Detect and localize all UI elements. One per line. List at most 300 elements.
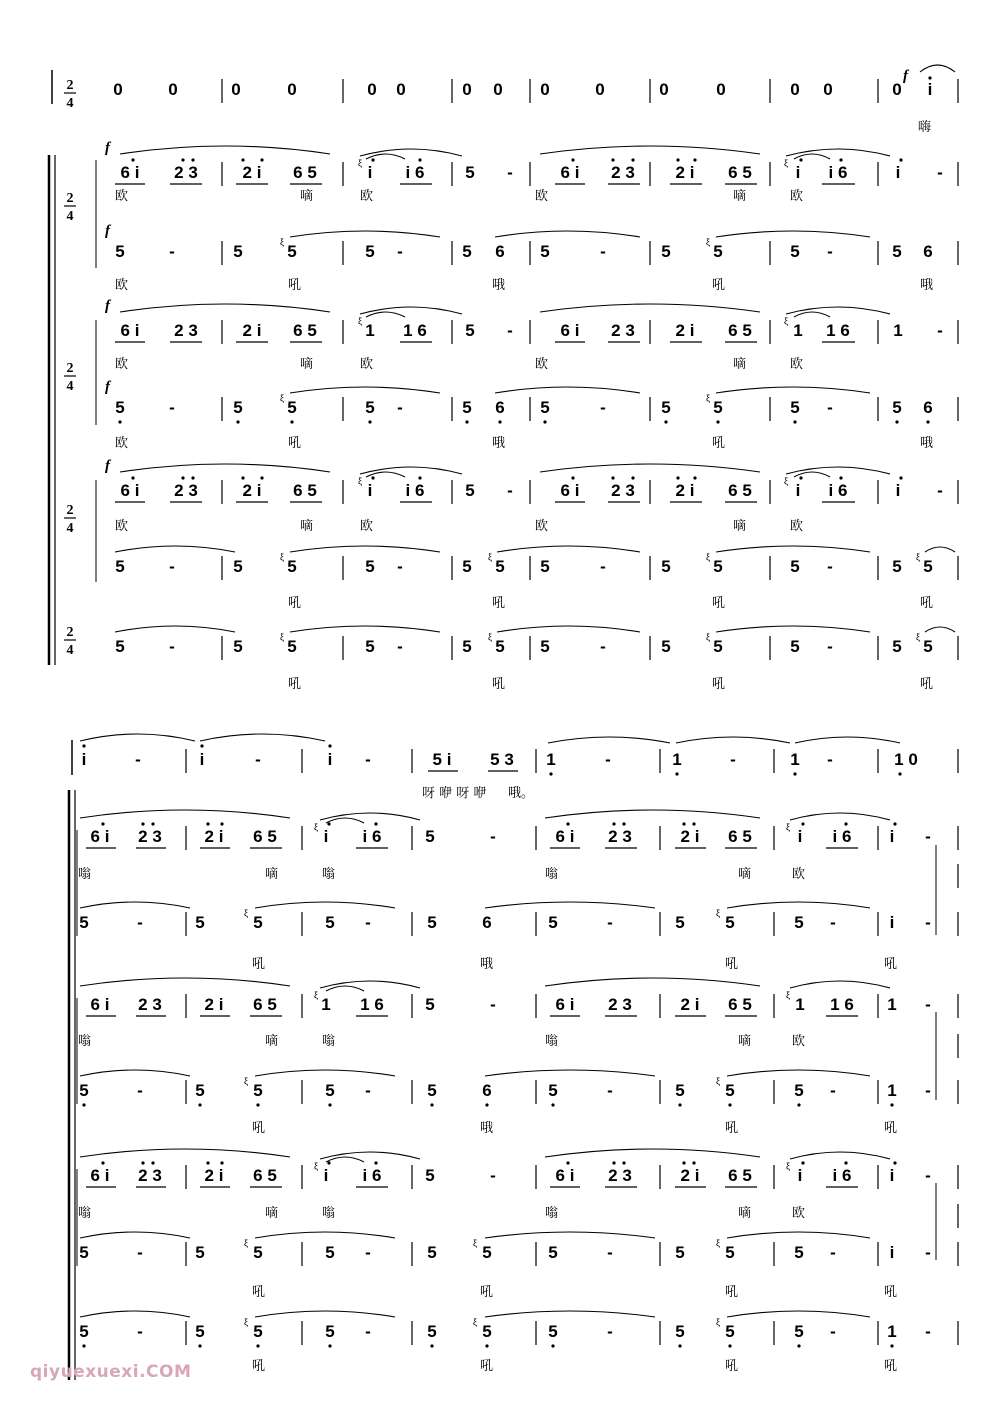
octave-dot <box>928 76 931 79</box>
note-2i: 2 i <box>680 827 700 846</box>
octave-dot <box>101 1161 104 1164</box>
note-5: 5 <box>794 1322 804 1341</box>
slur <box>727 902 870 908</box>
octave-dot <box>141 1161 144 1164</box>
note-5: 5 <box>365 557 375 576</box>
octave-dot <box>844 1161 847 1164</box>
dash: - <box>600 242 606 261</box>
slur <box>80 1070 190 1076</box>
note-5: 5 <box>465 321 475 340</box>
note-5: 5 <box>365 637 375 656</box>
rest: 0 <box>493 80 503 99</box>
lyric-di: 嘀 <box>265 1206 279 1221</box>
dash: - <box>365 750 371 769</box>
time-sig-top: 2 <box>66 78 74 93</box>
note-n6i: 6 i <box>560 163 580 182</box>
dash: - <box>137 1243 143 1262</box>
slur <box>485 902 655 908</box>
note-5: 5 <box>892 557 902 576</box>
grace-note: ξ <box>705 237 711 247</box>
octave-dot <box>675 772 678 775</box>
dash: - <box>365 1243 371 1262</box>
note-23: 2 3 <box>608 827 632 846</box>
dash: - <box>925 995 931 1014</box>
octave-dot <box>844 822 847 825</box>
lyric-di: 嘀 <box>733 519 747 534</box>
octave-dot <box>198 1344 201 1347</box>
lyric-hou: 吼 <box>712 436 726 451</box>
note-5: 5 <box>892 242 902 261</box>
dash: - <box>255 750 261 769</box>
note-53: 5 3 <box>490 750 514 769</box>
octave-dot <box>181 158 184 161</box>
note-1: 1 <box>321 995 331 1014</box>
grace-note: ξ <box>279 552 285 562</box>
octave-dot <box>418 476 421 479</box>
slur <box>786 149 890 156</box>
note-5: 5 <box>325 913 335 932</box>
octave-dot <box>290 420 293 423</box>
dash: - <box>365 1322 371 1341</box>
slur <box>497 626 640 632</box>
note-n2i: 2 i <box>675 481 695 500</box>
slur <box>925 627 955 632</box>
octave-dot <box>430 1344 433 1347</box>
lyric-rong: 嗡 <box>322 867 336 882</box>
octave-dot <box>151 822 154 825</box>
dash: - <box>607 1081 613 1100</box>
lyric-yayou: 呀 咿 呀 咿 <box>422 786 487 801</box>
lyric-ou: 欧 <box>115 189 129 204</box>
dash: - <box>135 750 141 769</box>
grace-note: ξ <box>915 552 921 562</box>
slur <box>115 626 235 632</box>
dash: - <box>827 750 833 769</box>
note-5: 5 <box>495 557 505 576</box>
grace-note: ξ <box>279 393 285 403</box>
octave-dot <box>728 1103 731 1106</box>
lyric-ou: 欧 <box>790 189 804 204</box>
lyric-hou: 吼 <box>288 677 302 692</box>
octave-dot <box>256 1344 259 1347</box>
note-5: 5 <box>325 1081 335 1100</box>
time-sig-top: 2 <box>66 625 74 640</box>
lyric-hou: 吼 <box>712 596 726 611</box>
note-end: 1 <box>887 1081 897 1100</box>
octave-dot <box>551 1103 554 1106</box>
note-5: 5 <box>661 398 671 417</box>
octave-dot <box>418 158 421 161</box>
note-23: 2 3 <box>608 1166 632 1185</box>
note-1: 1 <box>893 321 903 340</box>
note-6i: 6 i <box>90 1166 110 1185</box>
lyric-rong: 嗡 <box>78 1206 92 1221</box>
octave-dot <box>327 1161 330 1164</box>
octave-dot <box>241 158 244 161</box>
note-16: 1 6 <box>360 995 384 1014</box>
note-5: 5 <box>790 398 800 417</box>
lyric-rong: 嗡 <box>545 1034 559 1049</box>
note-5: 5 <box>427 913 437 932</box>
note-5: 5 <box>675 1322 685 1341</box>
octave-dot <box>895 420 898 423</box>
slur <box>80 978 290 986</box>
note-1: i <box>367 163 373 182</box>
dash: - <box>605 750 611 769</box>
note-16: i 6 <box>832 827 852 846</box>
note-65: 6 5 <box>728 827 752 846</box>
dash: - <box>365 1081 371 1100</box>
octave-dot <box>131 476 134 479</box>
note-65: 6 5 <box>728 1166 752 1185</box>
rest: 0 <box>396 80 406 99</box>
note-5: 5 <box>195 913 205 932</box>
note-1: i <box>895 163 901 182</box>
note-5: 5 <box>540 557 550 576</box>
rest: 0 <box>790 80 800 99</box>
dash: - <box>397 398 403 417</box>
octave-dot <box>191 158 194 161</box>
note-16: i 6 <box>405 163 425 182</box>
octave-dot <box>543 420 546 423</box>
dash: - <box>925 827 931 846</box>
dash: - <box>830 913 836 932</box>
note-1: i <box>323 827 329 846</box>
dynamic-f: f <box>105 223 110 239</box>
note-6: 6 <box>923 242 933 261</box>
slur <box>727 1232 870 1238</box>
note-n6i: 6 i <box>560 321 580 340</box>
time-sig-bottom: 4 <box>66 521 74 536</box>
note-end: 1 <box>887 1322 897 1341</box>
note-n6i: 6 i <box>560 481 580 500</box>
octave-dot <box>612 1161 615 1164</box>
dash: - <box>925 913 931 932</box>
note-6i: 6 i <box>555 1166 575 1185</box>
slur <box>366 154 405 159</box>
grace-note: ξ <box>783 316 789 326</box>
note-5: 5 <box>725 1322 735 1341</box>
note-high-1: i <box>327 750 333 769</box>
octave-dot <box>327 822 330 825</box>
note-5: 5 <box>923 557 933 576</box>
lyric-o: 哦 <box>492 436 506 451</box>
dash: - <box>730 750 736 769</box>
slur <box>366 312 405 317</box>
octave-dot <box>571 476 574 479</box>
octave-dot <box>141 822 144 825</box>
dash: - <box>827 242 833 261</box>
note-n2i: 2 i <box>242 481 262 500</box>
lyric-ou: 欧 <box>792 1206 806 1221</box>
lyric-ou: 欧 <box>360 189 374 204</box>
time-sig-bottom: 4 <box>66 643 74 658</box>
lyric-hou: 吼 <box>920 677 934 692</box>
octave-dot <box>839 476 842 479</box>
lyric-ou: 欧 <box>115 436 129 451</box>
lyric-ou: 欧 <box>115 278 129 293</box>
grace-note: ξ <box>243 1317 249 1327</box>
note-5: 5 <box>713 242 723 261</box>
note-1: i <box>797 1166 803 1185</box>
lyric-ou: 欧 <box>792 1034 806 1049</box>
note-5: 5 <box>725 913 735 932</box>
lyric-ou: 欧 <box>360 357 374 372</box>
note-5: 5 <box>675 1243 685 1262</box>
note-5: 5 <box>675 1081 685 1100</box>
octave-dot <box>371 476 374 479</box>
slur <box>727 1070 870 1076</box>
rest: 0 <box>367 80 377 99</box>
grace-note: ξ <box>472 1238 478 1248</box>
octave-dot <box>498 420 501 423</box>
note-n65: 6 5 <box>293 321 317 340</box>
octave-dot <box>799 476 802 479</box>
note-n65: 6 5 <box>728 481 752 500</box>
slur <box>540 146 760 154</box>
dynamic-f: f <box>105 140 110 156</box>
grace-note: ξ <box>313 990 319 1000</box>
grace-note: ξ <box>357 316 363 326</box>
note-5: 5 <box>233 398 243 417</box>
octave-dot <box>260 158 263 161</box>
octave-dot <box>566 1161 569 1164</box>
slur <box>255 902 395 908</box>
octave-dot <box>191 476 194 479</box>
octave-dot <box>622 1161 625 1164</box>
octave-dot <box>728 1344 731 1347</box>
note-5: 5 <box>462 242 472 261</box>
note-23: 2 3 <box>138 1166 162 1185</box>
slur <box>794 154 830 159</box>
time-sig-bottom: 4 <box>66 96 74 111</box>
watermark: qiyuexuexi.COM <box>30 1362 192 1382</box>
note-5: 5 <box>713 398 723 417</box>
note-16: 1 6 <box>403 321 427 340</box>
note-n23: 2 3 <box>174 481 198 500</box>
note-5: 5 <box>661 557 671 576</box>
octave-dot <box>612 822 615 825</box>
slur <box>485 1070 655 1076</box>
octave-dot <box>241 476 244 479</box>
slur <box>485 1311 655 1317</box>
note-5: 5 <box>462 398 472 417</box>
note-16: i 6 <box>405 481 425 500</box>
slur <box>326 818 364 823</box>
grace-note: ξ <box>785 990 791 1000</box>
dash: - <box>397 637 403 656</box>
note-65: 6 5 <box>253 1166 277 1185</box>
note-n23: 2 3 <box>611 321 635 340</box>
octave-dot <box>682 822 685 825</box>
slur <box>716 626 870 632</box>
octave-dot <box>101 822 104 825</box>
lyric-di: 嘀 <box>733 357 747 372</box>
lyric-hou: 吼 <box>288 596 302 611</box>
rest: 0 <box>595 80 605 99</box>
note-n65: 6 5 <box>293 481 317 500</box>
note-5: 5 <box>725 1081 735 1100</box>
slur <box>366 472 405 477</box>
note-5: 5 <box>233 557 243 576</box>
lyric-hou: 吼 <box>712 677 726 692</box>
note-2i: 2 i <box>204 827 224 846</box>
dynamic-f: f <box>903 68 908 84</box>
note-6: 6 <box>923 398 933 417</box>
octave-dot <box>374 822 377 825</box>
octave-dot <box>328 744 331 747</box>
dash: - <box>507 163 513 182</box>
time-sig-top: 2 <box>66 191 74 206</box>
note-5: 5 <box>195 1322 205 1341</box>
note-5: 5 <box>540 242 550 261</box>
slur <box>716 231 870 237</box>
dash: - <box>827 637 833 656</box>
slur <box>716 387 870 393</box>
octave-dot <box>549 772 552 775</box>
lyric-di: 嘀 <box>733 189 747 204</box>
note-6i: 6 i <box>555 827 575 846</box>
octave-dot <box>368 420 371 423</box>
note-1: i <box>795 163 801 182</box>
note-5: 5 <box>427 1322 437 1341</box>
rest: 0 <box>659 80 669 99</box>
note-6: 6 <box>482 913 492 932</box>
lyric-hou: 吼 <box>884 957 898 972</box>
octave-dot <box>260 476 263 479</box>
note-5: 5 <box>325 1243 335 1262</box>
grace-note: ξ <box>243 1076 249 1086</box>
note-n6i: 6 i <box>120 321 140 340</box>
lyric-di: 嘀 <box>300 357 314 372</box>
lyric-hou: 吼 <box>288 278 302 293</box>
dynamic-f: f <box>105 298 110 314</box>
octave-dot <box>676 158 679 161</box>
note-6i: 6 i <box>555 995 575 1014</box>
note-1: i <box>797 827 803 846</box>
note-5: 5 <box>287 242 297 261</box>
lyric-di: 嘀 <box>738 1034 752 1049</box>
grace-note: ξ <box>313 1161 319 1171</box>
lyric-ou: 欧 <box>360 519 374 534</box>
octave-dot <box>801 822 804 825</box>
octave-dot <box>797 1103 800 1106</box>
octave-dot <box>793 772 796 775</box>
rest: 0 <box>540 80 550 99</box>
note-5: 5 <box>253 913 263 932</box>
grace-note: ξ <box>357 158 363 168</box>
octave-dot <box>893 822 896 825</box>
lyric-hou: 吼 <box>492 677 506 692</box>
slur <box>290 387 440 393</box>
note-16: 1 6 <box>830 995 854 1014</box>
note-6: 6 <box>495 242 505 261</box>
note-5: 5 <box>661 242 671 261</box>
note-1: 1 <box>546 750 556 769</box>
lyric-hou: 吼 <box>712 278 726 293</box>
octave-dot <box>430 1103 433 1106</box>
note-5: 5 <box>794 913 804 932</box>
octave-dot <box>206 1161 209 1164</box>
note-1: i <box>795 481 801 500</box>
note-n23: 2 3 <box>611 481 635 500</box>
time-sig-top: 2 <box>66 361 74 376</box>
octave-dot <box>465 420 468 423</box>
note-16: i 6 <box>828 481 848 500</box>
note-n6i: 6 i <box>120 481 140 500</box>
dynamic-f: f <box>105 379 110 395</box>
dash: - <box>600 398 606 417</box>
lyric-hou: 吼 <box>252 1359 266 1374</box>
lyric-o: 哦 <box>492 278 506 293</box>
grace-note: ξ <box>243 908 249 918</box>
note-65: 6 5 <box>253 827 277 846</box>
note-high-1: i <box>81 750 87 769</box>
grace-note: ξ <box>705 393 711 403</box>
octave-dot <box>571 158 574 161</box>
dash: - <box>137 1322 143 1341</box>
octave-dot <box>82 1344 85 1347</box>
lyric-hou: 吼 <box>884 1121 898 1136</box>
note-5: 5 <box>725 1243 735 1262</box>
note-5: 5 <box>425 995 435 1014</box>
octave-dot <box>220 1161 223 1164</box>
lyric-rong: 嗡 <box>322 1034 336 1049</box>
note-16: i 6 <box>362 1166 382 1185</box>
lyric-ou: 欧 <box>790 357 804 372</box>
slur <box>80 1311 190 1317</box>
note-5: 5 <box>540 637 550 656</box>
note-5: 5 <box>713 637 723 656</box>
octave-dot <box>839 158 842 161</box>
octave-dot <box>374 1161 377 1164</box>
note-5: 5 <box>325 1322 335 1341</box>
note-6: 6 <box>495 398 505 417</box>
dash: - <box>397 557 403 576</box>
rest: 0 <box>462 80 472 99</box>
slur <box>716 546 870 552</box>
lyric-di: 嘀 <box>300 519 314 534</box>
note-2i: 2 i <box>680 995 700 1014</box>
slur <box>326 986 364 991</box>
note-5: 5 <box>540 398 550 417</box>
lyric-di: 嘀 <box>265 1034 279 1049</box>
note-5: 5 <box>365 242 375 261</box>
note-5: 5 <box>253 1322 263 1341</box>
time-sig-bottom: 4 <box>66 379 74 394</box>
slur <box>925 547 955 552</box>
dash: - <box>600 637 606 656</box>
note-5: 5 <box>427 1081 437 1100</box>
slur <box>115 546 235 552</box>
note-5: 5 <box>287 398 297 417</box>
note-5: 5 <box>365 398 375 417</box>
note-16: i 6 <box>362 827 382 846</box>
octave-dot <box>692 822 695 825</box>
note-23: 2 3 <box>138 995 162 1014</box>
rest: 0 <box>231 80 241 99</box>
note-5: 5 <box>195 1243 205 1262</box>
dash: - <box>490 995 496 1014</box>
note-16: i 6 <box>832 1166 852 1185</box>
dash: - <box>830 1243 836 1262</box>
note-2i: 2 i <box>680 1166 700 1185</box>
lyric-hou: 吼 <box>725 957 739 972</box>
note-5: 5 <box>465 163 475 182</box>
dash: - <box>507 481 513 500</box>
slur <box>545 978 760 986</box>
note-5: 5 <box>115 637 125 656</box>
